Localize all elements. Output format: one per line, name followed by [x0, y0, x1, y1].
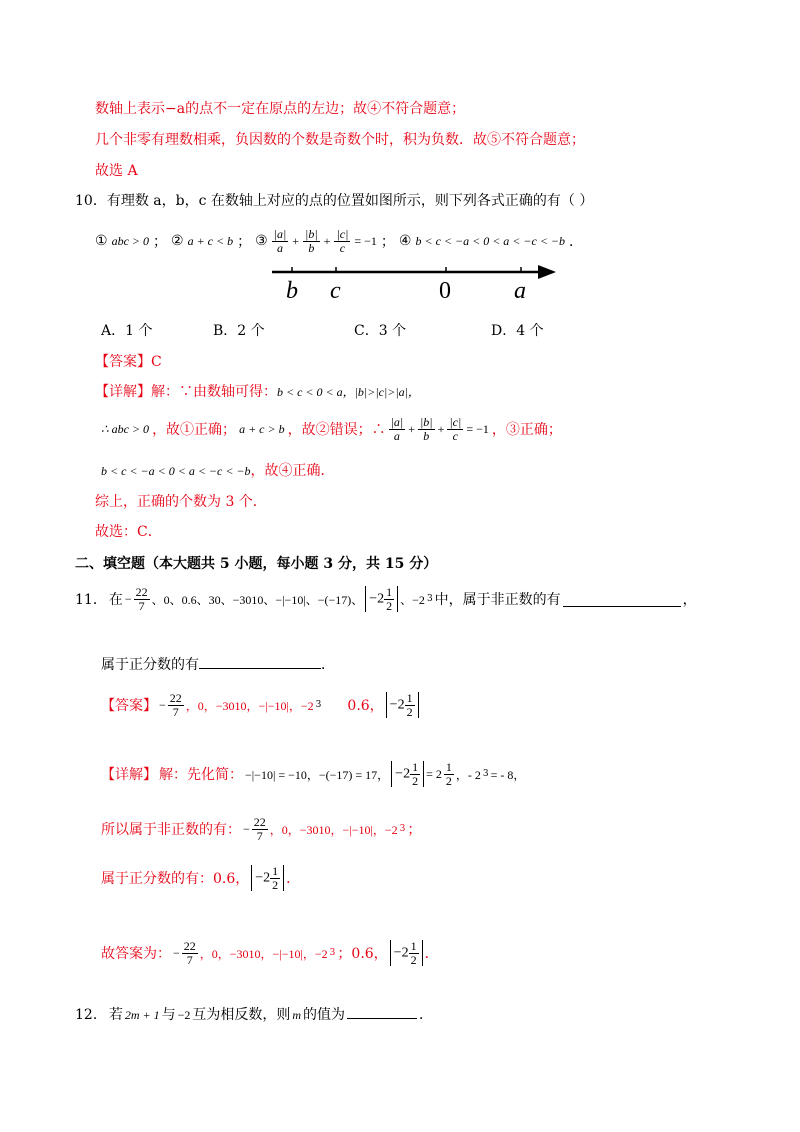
- option-d: D．4 个: [491, 323, 544, 339]
- q10-detail-5: 故选：C．: [95, 524, 162, 540]
- axis-label-c: c: [330, 278, 341, 304]
- q10-answer: [95, 351, 162, 371]
- q11-line-2: 属于正分数的有 ．: [101, 654, 335, 674]
- prev-line-3: 故选 A: [95, 163, 138, 179]
- statement-2: a + c < b: [187, 233, 234, 248]
- statement-3-mark: ③: [255, 233, 268, 250]
- axis-arrow: [538, 265, 556, 279]
- option-a: A．1 个: [101, 323, 153, 339]
- detail-label: 【详解】: [95, 384, 151, 400]
- blank-m-value[interactable]: [347, 1004, 417, 1019]
- answer-value: C: [151, 354, 162, 370]
- prev-line-2: 几个非零有理数相乘，负因数的个数是奇数个时，积为负数．故⑤不符合题意；: [95, 132, 585, 148]
- fraction-22-7: $\frac{22}{7}$: [135, 585, 148, 613]
- blank-nonpositive[interactable]: [563, 592, 681, 607]
- q10-detail-1: 【详解】解：∵由数轴可得：b < c < 0 < a，|b|>|c|>|a|，: [95, 384, 420, 400]
- statement-3-tail: = −1: [354, 233, 377, 248]
- answer-label: 【答案】: [95, 354, 151, 370]
- fraction-a: $\frac{|a|}{a}$: [273, 227, 287, 255]
- section-heading: 二、填空题（本大题共 5 小题，每小题 3 分，共 15 分）: [75, 556, 438, 572]
- abs-mixed-number: −2 $\frac{1}{2}$: [365, 586, 398, 612]
- q11-number: 11．: [75, 592, 107, 609]
- q10-number: 10．: [75, 193, 107, 209]
- fraction-c: $\frac{|c|}{c}$: [336, 227, 349, 255]
- q10-statements: ① abc > 0 ； ② a + c < b ； ③ $\frac{|a|}{a}$ + $\frac{|b|}{b}$ + $\frac{|c|}{c}$ = −1 ； ④ b < c < −a < 0 < a < −c < −b ．: [95, 227, 584, 255]
- q11-answer: 【答案】 − $\frac{22}{7}$ ，0，−3010，−|−10|，−2 3 0.6， −2 $\frac{1}{2}$: [101, 692, 419, 718]
- statement-4-mark: ④: [398, 233, 412, 250]
- statement-1-mark: ①: [95, 233, 108, 250]
- prev-line-1: 数轴上表示−a的点不一定在原点的左边；故④不符合题意；: [95, 101, 466, 117]
- q10-detail-4: 综上，正确的个数为 3 个．: [95, 494, 267, 510]
- number-line: [0, 258, 800, 308]
- q11-stem: 11． 在 − $\frac{22}{7}$ 、0、0.6、30、−3010、−|−10|、−(−17)、 −2 $\frac{1}{2}$ 、−2 3 中，属于非正数的有 ，: [75, 585, 697, 613]
- q10-stem: [75, 190, 593, 210]
- axis-label-a: a: [514, 278, 526, 304]
- q10-detail-3: b < c < −a < 0 < a < −c < −b，故④正确．: [101, 463, 335, 479]
- answer-label: 【答案】: [101, 698, 157, 715]
- q10-text: 有理数 a，b，c 在数轴上对应的点的位置如图所示，则下列各式正确的有（ ）: [106, 193, 594, 209]
- detail-label: 【详解】: [101, 767, 157, 784]
- q11-detail-1: 【详解】 解：先化简： −|−10| = −10，−(−17) = 17， −2 $\frac{1}{2}$ = 2 $\frac{1}{2}$ ，- 2 3 = - 8，: [101, 760, 526, 788]
- q12-number: 12．: [75, 1007, 107, 1023]
- statement-4: b < c < −a < 0 < a < −c < −b: [415, 233, 566, 248]
- axis-label-b: b: [286, 278, 298, 304]
- statement-1: abc > 0: [111, 233, 149, 248]
- option-b: B．2 个: [213, 323, 265, 339]
- statement-2-mark: ②: [171, 233, 184, 250]
- q10-detail-2: ∴ abc > 0 ，故①正确； a + c > b ，故②错误；∴ $\frac{|a|}{a}$ + $\frac{|b|}{b}$ + $\frac{|c|}{c}$ = −1 ，③正确；: [101, 415, 562, 443]
- blank-positive-fraction[interactable]: [199, 654, 321, 669]
- option-c: C．3 个: [354, 323, 407, 339]
- q11-detail-2: 所以属于非正数的有： − $\frac{22}{7}$ ，0，−3010，−|−10|，−2 3 ；: [101, 815, 422, 843]
- axis-label-zero: 0: [439, 278, 451, 304]
- fraction-b: $\frac{|b|}{b}$: [305, 227, 318, 255]
- q12-stem: 12． 若 2m + 1 与 −2 互为相反数，则 m 的值为 ．: [75, 1004, 433, 1024]
- q11-detail-3: 属于正分数的有：0.6， −2 $\frac{1}{2}$ ．: [101, 864, 301, 892]
- q11-detail-4: 故答案为： − $\frac{22}{7}$ ，0，−3010，−|−10|，−2 3 ；0.6， −2 $\frac{1}{2}$ ．: [101, 939, 439, 967]
